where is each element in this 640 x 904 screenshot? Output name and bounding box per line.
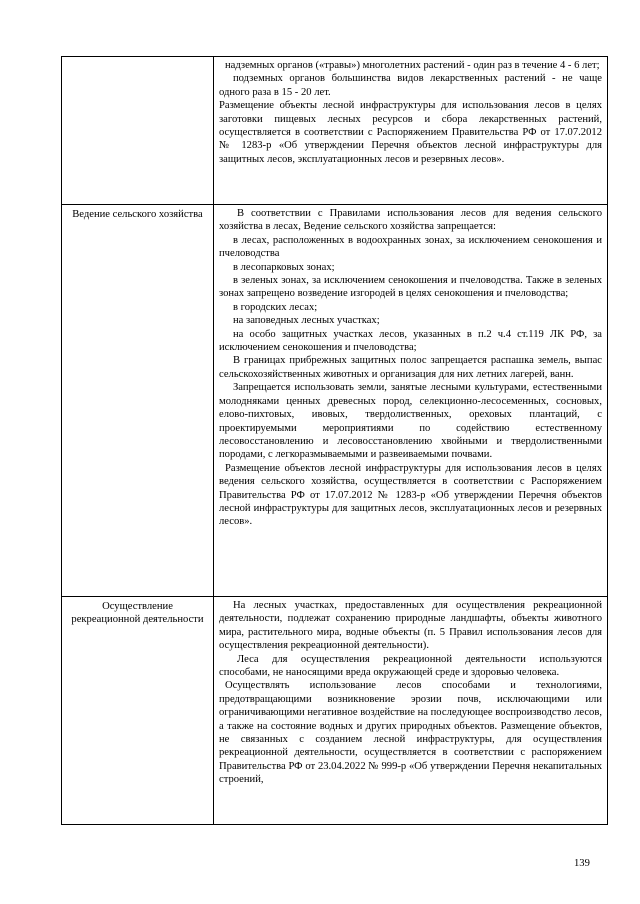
description-cell [214,205,608,597]
category-label: Ведение сельского хозяйства [72,209,203,220]
paragraph: На лесных участках, предоставленных для осуществления рекреационной деятельности, подлежат сохранению природные ландшафты, объекты животного мира, растительного мира, водные объекты (п. 5 Правил использования лесов для осуществления рекреационной деятельности). [219,600,602,652]
paragraph: в лесах, расположенных в водоохранных зонах, за исключением сенокошения и пчеловодства [219,234,602,260]
paragraph: в зеленых зонах, за исключением сенокошения и пчеловодства. Также в зеленых зонах запрещено возведение изгородей в целях сенокошения и пчеловодства; [219,275,602,300]
table-row [62,205,608,597]
paragraph: надземных органов («травы») многолетних растений - один раз в течение 4 - 6 лет; [225,60,600,71]
category-cell [62,597,214,825]
paragraph: В соответствии с Правилами использования лесов для ведения сельского хозяйства в лесах, Ведение сельского хозяйства запрещается: [219,208,602,233]
table-row [62,57,608,205]
paragraph: в городских лесах; [233,301,318,313]
category-cell [62,205,214,597]
table-body [62,57,608,825]
paragraph: в лесопарковых зонах; [233,261,335,273]
paragraph: Размещение объекты лесной инфраструктуры для использования лесов в целях заготовки пищевых лесных ресурсов и сбора лекарственных растений, осуществляется в соответствии с Распоряжением Правительства РФ от 17.07.2012 № 1283-р «Об утверждении Перечня объектов лесной инфраструктуры для защитных лесов, эксплуатационных лесов и резервных лесов». [219,100,602,165]
paragraph: Леса для осуществления рекреационной деятельности используются способами, не наносящими вреда окружающей среде и здоровью человека. [219,653,602,679]
forest-use-table [61,56,608,825]
paragraph: на заповедных лесных участках; [233,315,380,327]
category-cell [62,57,214,205]
table-row [62,597,608,825]
paragraph: Запрещается использовать земли, занятые лесными культурами, естественными молодняками ценных древесных пород, селекционно-лесосеменных, сосновых, елово-пихтовых, ивовых, твердолиственных, ореховых плантаций, с проектируемыми мероприятиями по содействию естественному лесовосстановлению и лесовосстановлению хвойными и твердолиственными породами, с легкоразмываемыми и развеиваемыми почвами. [219,382,602,461]
paragraph: на особо защитных участках лесов, указанных в п.2 ч.4 ст.119 ЛК РФ, за исключением сенокошения и пчеловодства; [219,328,602,354]
description-cell [214,57,608,205]
paragraph: подземных органов большинства видов лекарственных растений - не чаще одного раза в 15 - 20 лет. [219,73,602,98]
paragraph: В границах прибрежных защитных полос запрещается распашка земель, выпас сельскохозяйственных животных и организация для них летних лагерей, ванн. [219,355,602,380]
description-cell [214,597,608,825]
page-number: 139 [574,858,590,869]
category-label: Осуществление рекреационной деятельности [71,601,204,626]
paragraph: Осуществлять использование лесов способами и технологиями, предотвращающими возникновение эрозии почв, исключающими или ограничивающими негативное воздействие на последующее воспроизводство лесов, а также на состояние водных и других природных объектов. Размещение объектов, не связанных с созданием лесной инфраструктуры, для осуществления рекреационной деятельности, осуществляется в соответствии с распоряжением Правительства РФ от 23.04.2022 № 999-р «Об утверждении Перечня некапитальных строений, [219,680,602,786]
paragraph: Размещение объектов лесной инфраструктуры для использования лесов в целях ведения сельского хозяйства, осуществляется в соответствии с Распоряжением Правительства РФ от 17.07.2012 № 1283-р «Об утверждении Перечня объектов лесной инфраструктуры для защитных лесов, эксплуатационных лесов и резервных лесов». [219,462,602,528]
category-label [67,59,208,60]
